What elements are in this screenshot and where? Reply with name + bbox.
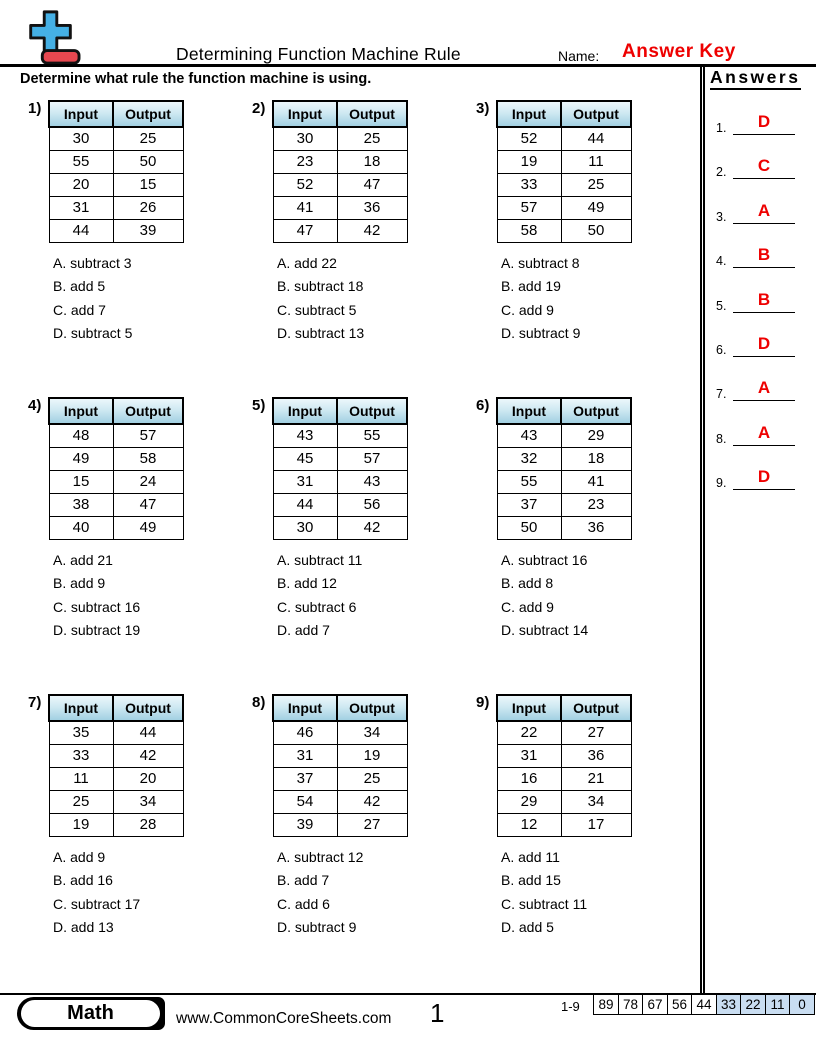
output-cell: 56 <box>337 493 407 516</box>
input-cell: 16 <box>497 767 561 790</box>
options-list <box>277 846 476 940</box>
output-cell: 25 <box>561 173 631 196</box>
option-label: A. subtract 11 <box>277 551 363 568</box>
option-label: B. add 19 <box>501 278 561 294</box>
question-block <box>252 692 476 989</box>
table-row <box>273 470 407 493</box>
table-row <box>49 470 183 493</box>
input-cell: 37 <box>273 767 337 790</box>
table-row <box>273 516 407 539</box>
input-cell: 44 <box>273 493 337 516</box>
question-number: 5) <box>252 397 266 414</box>
score-cell: 89 <box>593 994 619 1015</box>
output-cell: 50 <box>561 219 631 242</box>
question-block <box>476 395 700 692</box>
output-cell: 34 <box>113 790 183 813</box>
option-label: B. add 12 <box>277 575 337 591</box>
input-cell: 31 <box>49 196 113 219</box>
table-row <box>497 196 631 219</box>
output-cell: 20 <box>113 767 183 790</box>
table-row <box>49 493 183 516</box>
answer-number: 1. <box>716 121 727 135</box>
answer-blank-line <box>733 242 795 268</box>
answer-blank-line <box>733 198 795 224</box>
function-table <box>496 100 632 243</box>
option-label: D. subtract 13 <box>277 325 365 341</box>
input-cell: 35 <box>49 721 113 744</box>
function-table <box>272 397 408 540</box>
option-label: C. add 9 <box>501 598 554 615</box>
function-table <box>48 397 184 540</box>
option-label: D. subtract 5 <box>53 325 133 341</box>
answer-letter: D <box>757 333 771 353</box>
input-cell: 19 <box>49 813 113 836</box>
output-column-header: Output <box>561 695 631 721</box>
output-cell: 26 <box>113 196 183 219</box>
input-cell: 41 <box>273 196 337 219</box>
table-row <box>273 150 407 173</box>
table-row <box>49 424 183 447</box>
input-cell: 33 <box>497 173 561 196</box>
table-row <box>497 127 631 150</box>
option-label: B. add 9 <box>53 575 106 591</box>
output-cell: 15 <box>113 173 183 196</box>
option-label: D. add 13 <box>53 919 114 935</box>
input-cell: 30 <box>273 516 337 539</box>
input-column-header: Input <box>49 398 113 424</box>
output-cell: 47 <box>113 493 183 516</box>
option-label: B. add 16 <box>53 872 113 888</box>
score-cell: 11 <box>765 994 791 1015</box>
header-divider <box>0 64 816 67</box>
function-table <box>272 100 408 243</box>
output-cell: 29 <box>561 424 631 447</box>
options-list <box>53 549 252 643</box>
answer-blank-line <box>733 420 795 446</box>
table-row <box>49 127 183 150</box>
score-cell: 0 <box>789 994 815 1015</box>
input-cell: 19 <box>497 150 561 173</box>
output-cell: 58 <box>113 447 183 470</box>
question-block <box>28 692 252 989</box>
input-cell: 25 <box>49 790 113 813</box>
input-cell: 11 <box>49 767 113 790</box>
input-cell: 55 <box>497 470 561 493</box>
questions-grid <box>28 98 700 989</box>
input-cell: 50 <box>497 516 561 539</box>
output-cell: 11 <box>561 150 631 173</box>
output-column-header: Output <box>337 101 407 127</box>
answer-number: 2. <box>716 165 727 180</box>
table-row <box>49 767 183 790</box>
question-block <box>252 98 476 395</box>
output-cell: 27 <box>561 721 631 744</box>
output-cell: 36 <box>561 516 631 539</box>
input-cell: 23 <box>273 150 337 173</box>
output-cell: 57 <box>337 447 407 470</box>
output-column-header: Output <box>113 101 183 127</box>
answer-number: 3. <box>716 209 727 224</box>
option-label: B. add 7 <box>277 872 330 888</box>
score-cell: 78 <box>618 994 644 1015</box>
table-row <box>497 424 631 447</box>
option-label: B. add 15 <box>501 872 561 888</box>
table-row <box>273 790 407 813</box>
option-label: A. add 9 <box>53 848 106 865</box>
option-label: A. add 22 <box>277 254 337 271</box>
table-body <box>497 127 631 242</box>
instruction-text: Determine what rule the function machine is using. <box>20 71 372 87</box>
table-row <box>497 173 631 196</box>
input-cell: 31 <box>273 470 337 493</box>
input-cell: 12 <box>497 813 561 836</box>
output-cell: 25 <box>337 127 407 150</box>
answers-panel <box>700 66 816 995</box>
option-label: A. add 21 <box>53 551 113 568</box>
input-column-header: Input <box>273 101 337 127</box>
input-cell: 54 <box>273 790 337 813</box>
page-number: 1 <box>430 998 445 1028</box>
question-number: 6) <box>476 397 490 414</box>
table-row <box>49 790 183 813</box>
table-body <box>497 721 631 836</box>
score-cell: 44 <box>691 994 717 1015</box>
input-cell: 46 <box>273 721 337 744</box>
score-cell: 33 <box>716 994 742 1015</box>
answer-blank-line <box>733 375 795 401</box>
option-label: C. subtract 11 <box>501 895 588 912</box>
answer-number: 8. <box>716 431 727 446</box>
question-number: 8) <box>252 694 266 711</box>
input-cell: 44 <box>49 219 113 242</box>
output-cell: 50 <box>113 150 183 173</box>
option-label: A. subtract 3 <box>53 254 132 271</box>
input-cell: 49 <box>49 447 113 470</box>
option-label: C. subtract 17 <box>53 895 141 912</box>
answer-item <box>710 331 816 357</box>
output-cell: 43 <box>337 470 407 493</box>
table-row <box>497 219 631 242</box>
input-cell: 33 <box>49 744 113 767</box>
option-label: A. subtract 8 <box>501 254 580 271</box>
answer-number: 9. <box>716 476 727 491</box>
answer-letter: D <box>757 467 771 487</box>
output-cell: 34 <box>561 790 631 813</box>
output-column-header: Output <box>561 398 631 424</box>
table-row <box>497 447 631 470</box>
table-row <box>497 150 631 173</box>
output-cell: 49 <box>561 196 631 219</box>
question-number: 1) <box>28 100 42 117</box>
table-row <box>497 767 631 790</box>
input-cell: 52 <box>497 127 561 150</box>
option-label: D. subtract 9 <box>501 325 581 341</box>
table-body <box>273 424 407 539</box>
table-row <box>49 447 183 470</box>
input-cell: 22 <box>497 721 561 744</box>
output-cell: 19 <box>337 744 407 767</box>
input-cell: 31 <box>273 744 337 767</box>
table-row <box>49 150 183 173</box>
input-cell: 40 <box>49 516 113 539</box>
output-cell: 25 <box>113 127 183 150</box>
table-row <box>49 744 183 767</box>
option-label: C. subtract 6 <box>277 598 357 615</box>
brand-badge <box>17 997 165 1030</box>
input-cell: 57 <box>497 196 561 219</box>
question-number: 9) <box>476 694 490 711</box>
table-body <box>497 424 631 539</box>
output-cell: 42 <box>337 516 407 539</box>
output-cell: 42 <box>337 790 407 813</box>
output-cell: 36 <box>561 744 631 767</box>
input-cell: 30 <box>49 127 113 150</box>
input-cell: 45 <box>273 447 337 470</box>
option-label: C. subtract 16 <box>53 598 141 615</box>
page-title: Determining Function Machine Rule <box>176 44 461 64</box>
input-column-header: Input <box>49 695 113 721</box>
function-table <box>272 694 408 837</box>
input-column-header: Input <box>497 101 561 127</box>
answer-item <box>710 420 816 446</box>
answer-item <box>710 153 816 179</box>
output-cell: 44 <box>561 127 631 150</box>
function-table <box>48 694 184 837</box>
answer-letter: C <box>757 156 771 176</box>
table-row <box>497 721 631 744</box>
option-label: C. add 6 <box>277 895 330 912</box>
option-label: D. subtract 9 <box>277 919 357 935</box>
question-block <box>28 395 252 692</box>
options-list <box>277 252 476 346</box>
answer-item <box>710 464 816 490</box>
answer-letter: A <box>757 200 771 220</box>
table-body <box>49 127 183 242</box>
option-label: A. subtract 16 <box>501 551 588 568</box>
website-url: www.CommonCoreSheets.com <box>176 1010 392 1027</box>
input-cell: 37 <box>497 493 561 516</box>
output-column-header: Output <box>561 101 631 127</box>
output-column-header: Output <box>113 695 183 721</box>
output-cell: 23 <box>561 493 631 516</box>
option-label: D. add 7 <box>277 622 330 638</box>
question-number: 4) <box>28 397 42 414</box>
option-label: D. add 5 <box>501 919 554 935</box>
option-label: C. add 7 <box>53 301 106 318</box>
answer-blank-line <box>733 109 795 135</box>
question-block <box>28 98 252 395</box>
output-cell: 24 <box>113 470 183 493</box>
answer-number: 6. <box>716 342 727 357</box>
table-row <box>273 219 407 242</box>
input-cell: 38 <box>49 493 113 516</box>
answer-item <box>710 242 816 268</box>
output-column-header: Output <box>337 695 407 721</box>
input-column-header: Input <box>49 101 113 127</box>
answer-number: 5. <box>716 298 727 313</box>
table-row <box>273 127 407 150</box>
score-strip <box>595 994 816 1015</box>
answer-blank-line <box>733 331 795 357</box>
input-column-header: Input <box>497 398 561 424</box>
output-cell: 39 <box>113 219 183 242</box>
output-cell: 42 <box>113 744 183 767</box>
answer-item <box>710 109 816 135</box>
answer-blank-line <box>733 464 795 490</box>
input-cell: 31 <box>497 744 561 767</box>
table-row <box>49 516 183 539</box>
table-row <box>497 470 631 493</box>
options-list <box>277 549 476 643</box>
answers-list <box>710 109 816 490</box>
table-row <box>49 219 183 242</box>
input-column-header: Input <box>273 398 337 424</box>
option-label: B. subtract 18 <box>277 278 364 294</box>
table-row <box>497 493 631 516</box>
output-cell: 21 <box>561 767 631 790</box>
function-table <box>496 694 632 837</box>
table-body <box>273 127 407 242</box>
input-cell: 15 <box>49 470 113 493</box>
input-cell: 29 <box>497 790 561 813</box>
name-label: Name: <box>558 48 600 64</box>
score-cell: 56 <box>667 994 693 1015</box>
answer-item <box>710 198 816 224</box>
table-row <box>273 196 407 219</box>
input-cell: 43 <box>497 424 561 447</box>
answer-number: 4. <box>716 254 727 269</box>
question-number: 2) <box>252 100 266 117</box>
output-cell: 25 <box>337 767 407 790</box>
input-cell: 48 <box>49 424 113 447</box>
input-cell: 58 <box>497 219 561 242</box>
table-row <box>497 744 631 767</box>
output-cell: 27 <box>337 813 407 836</box>
table-row <box>273 813 407 836</box>
answer-blank-line <box>733 153 795 179</box>
output-cell: 36 <box>337 196 407 219</box>
answers-title: Answers <box>710 67 801 90</box>
option-label: B. add 8 <box>501 575 554 591</box>
question-block <box>476 692 700 989</box>
answer-blank-line <box>733 287 795 313</box>
option-label: D. subtract 19 <box>53 622 141 638</box>
output-cell: 17 <box>561 813 631 836</box>
function-table <box>48 100 184 243</box>
input-cell: 52 <box>273 173 337 196</box>
input-column-header: Input <box>497 695 561 721</box>
output-column-header: Output <box>113 398 183 424</box>
question-block <box>476 98 700 395</box>
option-label: B. add 5 <box>53 278 106 294</box>
input-cell: 30 <box>273 127 337 150</box>
input-cell: 20 <box>49 173 113 196</box>
option-label: C. subtract 5 <box>277 301 357 318</box>
table-row <box>49 721 183 744</box>
plus-minus-icon <box>20 8 82 71</box>
output-cell: 47 <box>337 173 407 196</box>
options-list <box>501 549 700 643</box>
table-body <box>49 721 183 836</box>
score-cell: 67 <box>642 994 668 1015</box>
answer-letter: B <box>757 245 771 265</box>
output-column-header: Output <box>337 398 407 424</box>
answer-letter: A <box>757 378 771 398</box>
table-body <box>49 424 183 539</box>
table-row <box>273 744 407 767</box>
option-label: D. subtract 14 <box>501 622 589 638</box>
score-range-label: 1-9 <box>561 999 580 1014</box>
table-row <box>273 424 407 447</box>
option-label: A. add 11 <box>501 848 560 865</box>
table-row <box>273 173 407 196</box>
score-cell: 22 <box>740 994 766 1015</box>
answer-letter: D <box>757 112 771 131</box>
table-row <box>49 173 183 196</box>
output-cell: 49 <box>113 516 183 539</box>
input-cell: 32 <box>497 447 561 470</box>
question-number: 7) <box>28 694 42 711</box>
table-row <box>273 767 407 790</box>
output-cell: 18 <box>561 447 631 470</box>
question-block <box>252 395 476 692</box>
input-cell: 39 <box>273 813 337 836</box>
output-cell: 34 <box>337 721 407 744</box>
answer-key-label: Answer Key <box>622 41 736 62</box>
output-cell: 42 <box>337 219 407 242</box>
answer-letter: A <box>757 422 771 442</box>
output-cell: 28 <box>113 813 183 836</box>
output-cell: 18 <box>337 150 407 173</box>
option-label: A. subtract 12 <box>277 848 364 865</box>
output-cell: 44 <box>113 721 183 744</box>
table-row <box>497 516 631 539</box>
output-cell: 55 <box>337 424 407 447</box>
answer-item <box>710 375 816 401</box>
input-cell: 55 <box>49 150 113 173</box>
input-cell: 43 <box>273 424 337 447</box>
output-cell: 57 <box>113 424 183 447</box>
input-column-header: Input <box>273 695 337 721</box>
brand-badge-label: Math <box>21 1000 160 1027</box>
options-list <box>53 252 252 346</box>
option-label: C. add 9 <box>501 301 554 318</box>
table-row <box>497 790 631 813</box>
answer-number: 7. <box>716 387 727 402</box>
answer-letter: B <box>757 289 771 309</box>
input-cell: 47 <box>273 219 337 242</box>
table-row <box>49 196 183 219</box>
table-row <box>49 813 183 836</box>
table-row <box>497 813 631 836</box>
table-row <box>273 447 407 470</box>
question-number: 3) <box>476 100 490 117</box>
output-cell: 41 <box>561 470 631 493</box>
table-row <box>273 493 407 516</box>
table-row <box>273 721 407 744</box>
answer-item <box>710 287 816 313</box>
options-list <box>501 846 700 940</box>
options-list <box>501 252 700 346</box>
function-table <box>496 397 632 540</box>
table-body <box>273 721 407 836</box>
options-list <box>53 846 252 940</box>
